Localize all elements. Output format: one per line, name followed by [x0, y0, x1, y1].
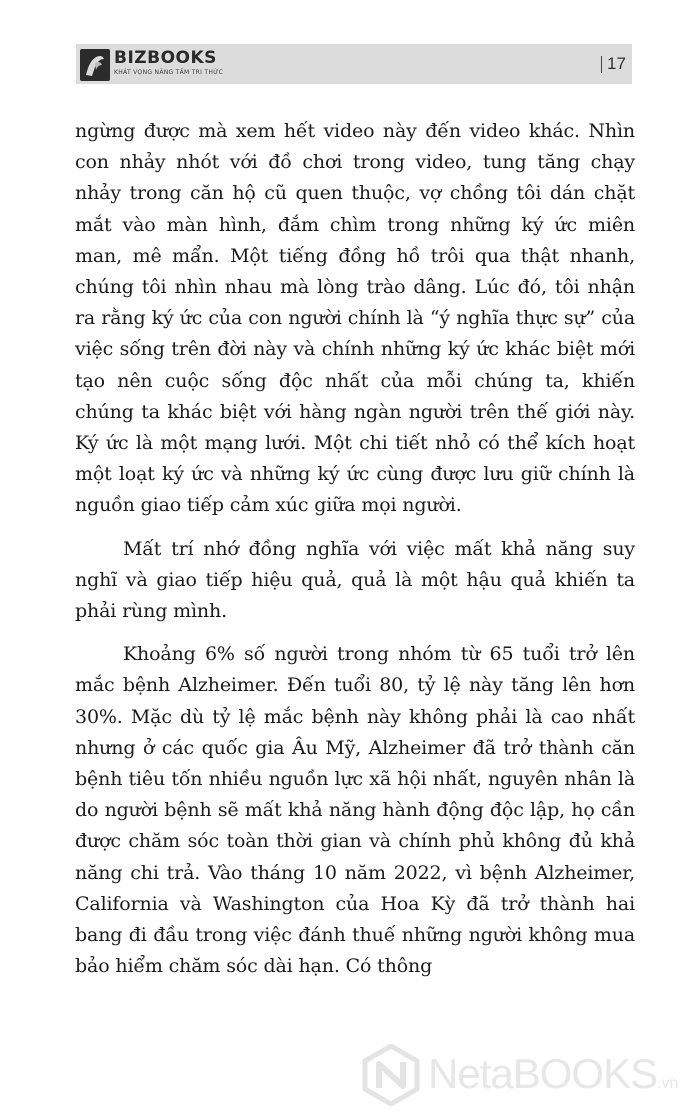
watermark-text [428, 1046, 678, 1112]
paragraph: ngừng được mà xem hết video này đến video khác. Nhìn con nhảy nhót với đồ chơi trong video, tung tăng chạy nhảy trong căn hộ cũ quen thuộc, vợ chồng tôi dán chặt mắt vào màn hình, đắm chìm trong những ký ức miên man, mê mẩn. Một tiếng đồng hồ trôi qua thật nhanh, chúng tôi nhìn nhau mà lòng trào dâng. Lúc đó, tôi nhận ra rằng ký ức của con người chính là “ý nghĩa thực sự” của việc sống trên đời này và chính những ký ức khác biệt mới tạo nên cuộc sống độc nhất của mỗi chúng ta, khiến chúng ta khác biệt với hàng ngàn người trên thế giới này. Ký ức là một mạng lưới. Một chi tiết nhỏ có thể kích hoạt một loạt ký ức và những ký ức cùng được lưu giữ chính là nguồn giao tiếp cảm xúc giữa mọi người. [75, 120, 635, 517]
header-divider [601, 56, 602, 73]
bizbooks-logo-icon [80, 49, 110, 81]
paragraph: Mất trí nhớ đồng nghĩa với việc mất khả năng suy nghĩ và giao tiếp hiệu quả, quả là một hậu quả khiến ta phải rùng mình. [75, 537, 635, 623]
page-number: 17 [607, 54, 626, 73]
watermark-suffix: .vn [657, 1075, 679, 1092]
brand-tagline: KHÁT VỌNG NÂNG TẦM TRI THỨC [114, 69, 224, 76]
brand-name: BIZBOOKS [114, 48, 217, 68]
body-text [75, 116, 635, 982]
watermark [362, 1040, 692, 1110]
netabooks-logo-icon [362, 1044, 420, 1106]
watermark-name: NetaBOOKS [428, 1050, 658, 1097]
paragraph: Khoảng 6% số người trong nhóm từ 65 tuổi trở lên mắc bệnh Alzheimer. Đến tuổi 80, tỷ lệ này tăng lên hơn 30%. Mặc dù tỷ lệ mắc bệnh này không phải là cao nhất nhưng ở các quốc gia Âu Mỹ, Alzheimer đã trở thành căn bệnh tiêu tốn nhiều nguồn lực xã hội nhất, nguyên nhân là do người bệnh sẽ mất khả năng hành động độc lập, họ cần được chăm sóc toàn thời gian và chính phủ không đủ khả năng chi trả. Vào tháng 10 năm 2022, vì bệnh Alzheimer, California và Washington của Hoa Kỳ đã trở thành hai bang đi đầu trong việc đánh thuế những người không mua bảo hiểm chăm sóc dài hạn. Có thông [75, 643, 635, 978]
